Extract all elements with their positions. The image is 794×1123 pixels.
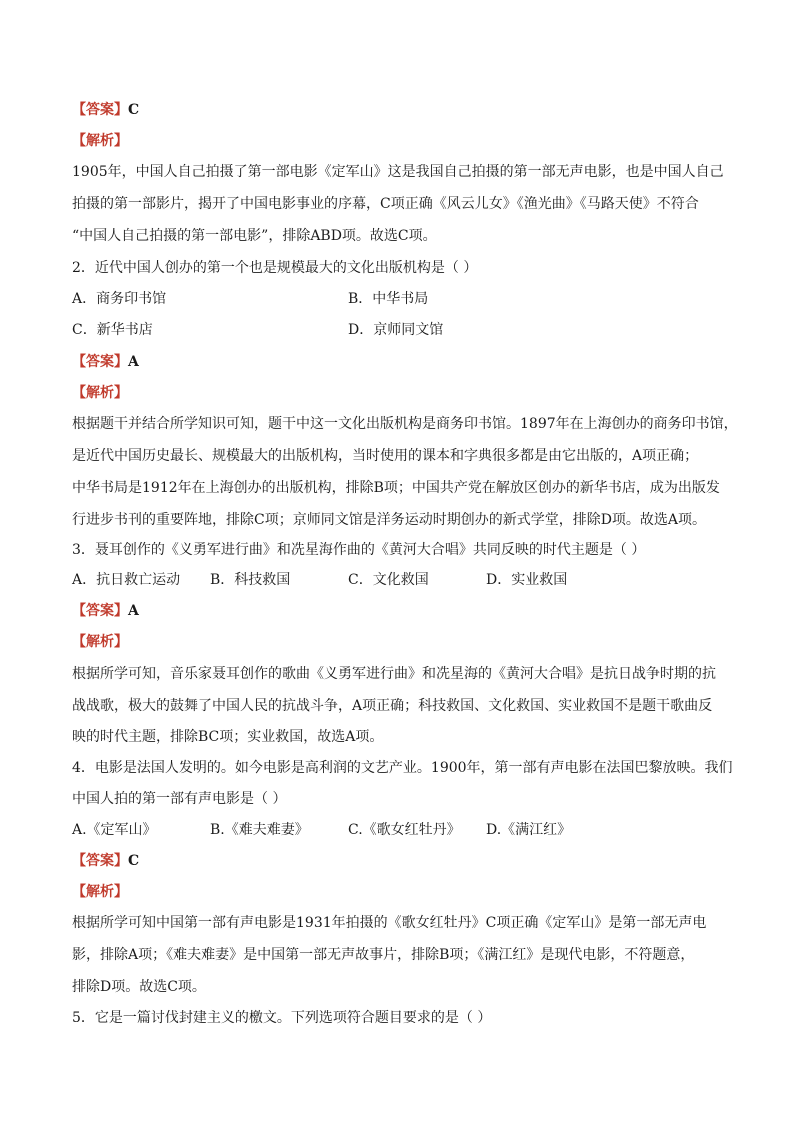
q3-analysis-line: 映的时代主题，排除BC项；实业救国，故选A项。 xyxy=(72,729,384,745)
q2-stem: 2．近代中国人创办的第一个也是规模最大的文化出版机构是（ ） xyxy=(72,260,478,276)
q4-stem-line: 中国人拍的第一部有声电影是（ ） xyxy=(72,791,287,807)
q4-answer xyxy=(72,851,139,871)
q4-analysis-line: 根据所学可知中国第一部有声电影是1931年拍摄的《歌女红牡丹》C项正确《定军山》是第一部无声电 xyxy=(72,915,707,931)
answer-value: C xyxy=(128,102,140,118)
q5-stem: 5．它是一篇讨伐封建主义的檄文。下列选项符合题目要求的是（ ） xyxy=(72,1010,492,1026)
q4-stem-line: 4．电影是法国人发明的。如今电影是高利润的文艺产业。1900年，第一部有声电影在法国巴黎放映。我们 xyxy=(72,760,733,776)
q2-analysis-label: 【解析】 xyxy=(72,385,128,401)
q4-option-b: B.《难夫难妻》 xyxy=(210,822,309,838)
q1-answer xyxy=(72,100,139,120)
q2-analysis-line: 根据题干并结合所学知识可知，题干中这一文化出版机构是商务印书馆。1897年在上海创办的商务印书馆， xyxy=(72,416,738,432)
q1-analysis-line: 1905年，中国人自己拍摄了第一部电影《定军山》这是我国自己拍摄的第一部无声电影，也是中国人自己 xyxy=(72,164,724,180)
q3-option-d: D．实业救国 xyxy=(486,572,568,588)
q2-analysis-line: 是近代中国历史最长、规模最大的出版机构，当时使用的课本和字典很多都是由它出版的，A项正确； xyxy=(72,448,699,464)
q4-analysis-line: 影，排除A项；《难夫难妻》是中国第一部无声故事片，排除B项；《满江红》是现代电影，不符题意， xyxy=(72,947,695,963)
q3-analysis-line: 根据所学可知，音乐家聂耳创作的歌曲《义勇军进行曲》和冼星海的《黄河大合唱》是抗日战争时期的抗 xyxy=(72,666,716,682)
q4-option-d: D.《满江红》 xyxy=(486,822,572,838)
q2-option-b: B．中华书局 xyxy=(348,291,429,307)
q1-analysis-line: 拍摄的第一部影片，揭开了中国电影事业的序幕，C项正确《风云儿女》《渔光曲》《马路天使》不符合 xyxy=(72,196,699,212)
q2-analysis-line: 中华书局是1912年在上海创办的出版机构，排除B项；中国共产党在解放区创办的新华书店，成为出版发 xyxy=(72,480,720,496)
q4-option-c: C.《歌女红牡丹》 xyxy=(348,822,461,838)
answer-value: A xyxy=(128,603,139,619)
q2-option-d: D．京师同文馆 xyxy=(348,322,444,338)
q4-analysis-line: 排除D项。故选C项。 xyxy=(72,979,206,995)
q4-analysis-label: 【解析】 xyxy=(72,884,128,900)
q3-analysis-label: 【解析】 xyxy=(72,634,128,650)
q3-option-b: B．科技救国 xyxy=(210,572,291,588)
q2-analysis-line: 行进步书刊的重要阵地，排除C项；京师同文馆是洋务运动时期创办的新式学堂，排除D项。故选A项。 xyxy=(72,512,707,528)
q3-answer xyxy=(72,601,139,621)
answer-value: A xyxy=(128,354,139,370)
answer-label: 【答案】 xyxy=(72,102,128,118)
q1-analysis-label: 【解析】 xyxy=(72,133,128,149)
answer-label: 【答案】 xyxy=(72,354,128,370)
q3-option-c: C．文化救国 xyxy=(348,572,429,588)
q2-option-c: C．新华书店 xyxy=(72,322,153,338)
answer-value: C xyxy=(128,853,140,869)
q3-option-a: A．抗日救亡运动 xyxy=(72,572,181,588)
q2-option-a: A．商务印书馆 xyxy=(72,291,167,307)
q2-answer xyxy=(72,352,139,372)
answer-label: 【答案】 xyxy=(72,853,128,869)
q4-option-a: A.《定军山》 xyxy=(72,822,157,838)
q1-analysis-line: “中国人自己拍摄的第一部电影”，排除ABD项。故选C项。 xyxy=(72,228,437,244)
answer-label: 【答案】 xyxy=(72,603,128,619)
q3-analysis-line: 战战歌，极大的鼓舞了中国人民的抗战斗争，A项正确；科技救国、文化救国、实业救国不是题干歌曲反 xyxy=(72,698,713,714)
q3-stem: 3．聂耳创作的《义勇军进行曲》和冼星海作曲的《黄河大合唱》共同反映的时代主题是（ ） xyxy=(72,542,646,558)
